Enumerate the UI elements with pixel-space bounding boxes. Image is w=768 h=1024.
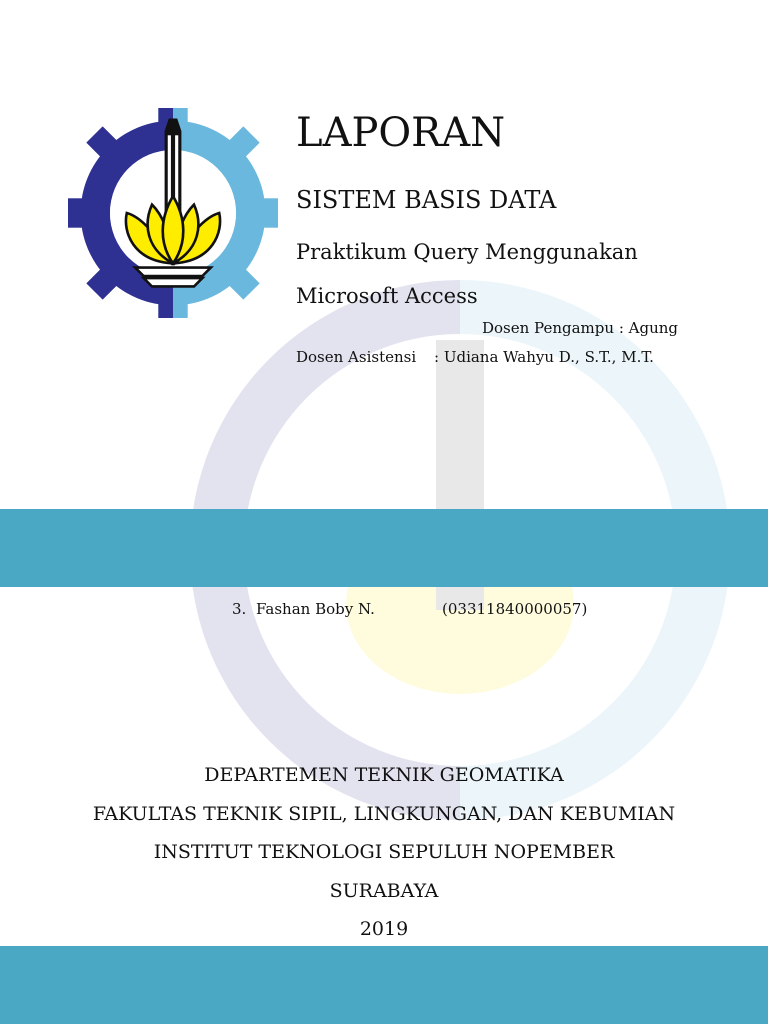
lecturer-line: Dosen Pengampu : Agung	[482, 319, 678, 337]
member-name: Fashan Boby N.	[256, 600, 375, 618]
topic-line: Praktikum Query Menggunakan	[296, 240, 638, 264]
top-color-band	[0, 509, 768, 587]
practicum-topic	[296, 230, 716, 318]
bottom-color-band	[0, 946, 768, 1024]
report-title: LAPORAN	[296, 110, 506, 156]
assistant-value: : Udiana Wahyu D., S.T., M.T.	[434, 348, 654, 366]
its-gear-logo-icon	[68, 108, 278, 318]
university-name: INSTITUT TEKNOLOGI SEPULUH NOPEMBER	[153, 841, 615, 863]
member-row	[232, 598, 587, 620]
report-year: 2019	[359, 918, 409, 940]
member-id: (03311840000057)	[442, 600, 588, 618]
faculty-name: FAKULTAS TEKNIK SIPIL, LINGKUNGAN, DAN KEBUMIAN	[92, 802, 676, 825]
department-name: DEPARTEMEN TEKNIK GEOMATIKA	[204, 764, 564, 786]
city-name: SURABAYA	[329, 879, 439, 902]
course-name: SISTEM BASIS DATA	[296, 186, 557, 214]
member-number: 3.	[232, 600, 247, 618]
assistant-label: Dosen Asistensi	[296, 348, 417, 366]
assistant-line	[296, 346, 654, 368]
topic-line: Microsoft Access	[296, 284, 478, 308]
institution-block	[0, 756, 768, 949]
